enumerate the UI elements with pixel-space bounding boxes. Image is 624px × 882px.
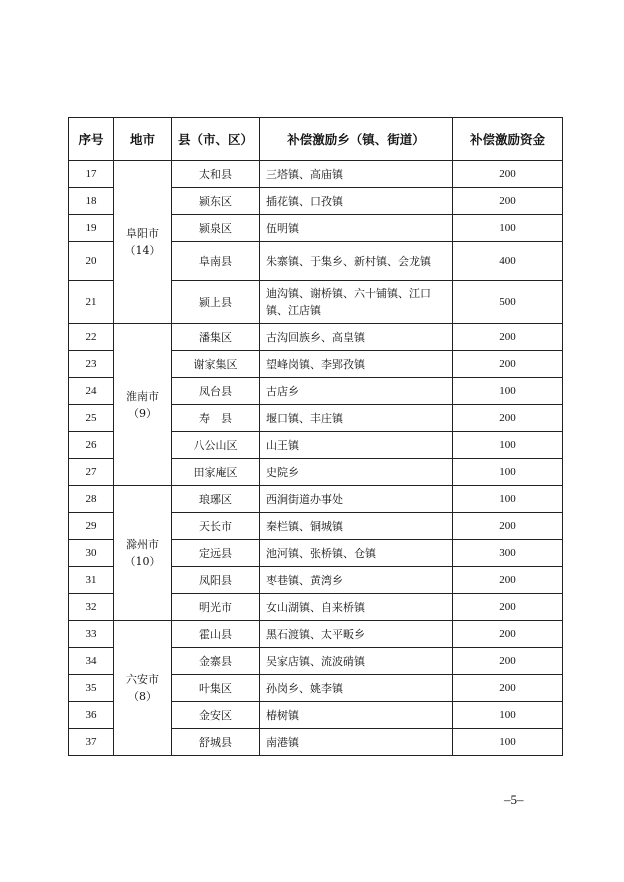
towns-cell: 山王镇 (260, 432, 453, 459)
row-no: 32 (69, 594, 114, 621)
county-cell: 颍泉区 (172, 215, 260, 242)
county-cell: 太和县 (172, 161, 260, 188)
towns-cell: 秦栏镇、铜城镇 (260, 513, 453, 540)
city-count: （9） (128, 406, 157, 420)
row-no: 20 (69, 242, 114, 281)
fund-cell: 400 (453, 242, 563, 281)
county-cell: 明光市 (172, 594, 260, 621)
header-county: 县（市、区） (172, 118, 260, 161)
towns-cell: 插花镇、口孜镇 (260, 188, 453, 215)
fund-cell: 100 (453, 702, 563, 729)
row-no: 36 (69, 702, 114, 729)
fund-cell: 100 (453, 459, 563, 486)
towns-cell: 伍明镇 (260, 215, 453, 242)
county-cell: 寿 县 (172, 405, 260, 432)
row-no: 35 (69, 675, 114, 702)
header-fund: 补偿激励资金 (453, 118, 563, 161)
row-no: 33 (69, 621, 114, 648)
county-cell: 颍上县 (172, 281, 260, 324)
fund-cell: 200 (453, 675, 563, 702)
county-cell: 定远县 (172, 540, 260, 567)
towns-cell: 朱寨镇、于集乡、新村镇、会龙镇 (260, 242, 453, 281)
county-cell: 阜南县 (172, 242, 260, 281)
fund-cell: 200 (453, 621, 563, 648)
header-towns: 补偿激励乡（镇、街道） (260, 118, 453, 161)
row-no: 17 (69, 161, 114, 188)
county-cell: 金安区 (172, 702, 260, 729)
page-number: –5– (504, 792, 524, 807)
city-name: 淮南市 (126, 389, 159, 403)
county-cell: 谢家集区 (172, 351, 260, 378)
fund-cell: 100 (453, 729, 563, 756)
fund-cell: 200 (453, 594, 563, 621)
towns-cell: 椿树镇 (260, 702, 453, 729)
row-no: 28 (69, 486, 114, 513)
city-cell (114, 161, 172, 324)
row-no: 26 (69, 432, 114, 459)
towns-cell: 西涧街道办事处 (260, 486, 453, 513)
row-no: 22 (69, 324, 114, 351)
header-city: 地市 (114, 118, 172, 161)
row-no: 31 (69, 567, 114, 594)
towns-cell: 堰口镇、丰庄镇 (260, 405, 453, 432)
city-name: 六安市 (126, 673, 159, 686)
fund-cell: 100 (453, 215, 563, 242)
fund-cell: 100 (453, 432, 563, 459)
table-row (69, 621, 563, 648)
city-cell (114, 486, 172, 621)
towns-cell: 女山湖镇、自来桥镇 (260, 594, 453, 621)
fund-cell: 200 (453, 513, 563, 540)
fund-cell: 300 (453, 540, 563, 567)
fund-cell: 100 (453, 486, 563, 513)
county-cell: 琅琊区 (172, 486, 260, 513)
fund-cell: 100 (453, 378, 563, 405)
compensation-table (68, 117, 563, 756)
city-name: 滁州市 (126, 538, 159, 551)
towns-cell: 古店乡 (260, 378, 453, 405)
county-cell: 凤台县 (172, 378, 260, 405)
fund-cell: 200 (453, 567, 563, 594)
row-no: 23 (69, 351, 114, 378)
row-no: 19 (69, 215, 114, 242)
row-no: 30 (69, 540, 114, 567)
towns-cell: 史院乡 (260, 459, 453, 486)
towns-cell: 黑石渡镇、太平畈乡 (260, 621, 453, 648)
table-row (69, 324, 563, 351)
county-cell: 凤阳县 (172, 567, 260, 594)
city-count: （14） (124, 244, 161, 257)
table-row (69, 486, 563, 513)
county-cell: 潘集区 (172, 324, 260, 351)
row-no: 37 (69, 729, 114, 756)
towns-cell: 迪沟镇、谢桥镇、六十铺镇、江口镇、江店镇 (260, 281, 453, 324)
city-count: （8） (128, 690, 157, 703)
towns-cell: 南港镇 (260, 729, 453, 756)
county-cell: 天长市 (172, 513, 260, 540)
towns-cell: 望峰岗镇、李郢孜镇 (260, 351, 453, 378)
fund-cell: 200 (453, 161, 563, 188)
city-cell (114, 324, 172, 486)
county-cell: 颍东区 (172, 188, 260, 215)
towns-cell: 池河镇、张桥镇、仓镇 (260, 540, 453, 567)
fund-cell: 200 (453, 405, 563, 432)
table-row (69, 161, 563, 188)
fund-cell: 200 (453, 188, 563, 215)
fund-cell: 500 (453, 281, 563, 324)
row-no: 34 (69, 648, 114, 675)
table-header-row (69, 118, 563, 161)
city-count: （10） (124, 555, 161, 568)
row-no: 29 (69, 513, 114, 540)
towns-cell: 吴家店镇、流波𬒔镇 (260, 648, 453, 675)
row-no: 24 (69, 378, 114, 405)
towns-cell: 三塔镇、高庙镇 (260, 161, 453, 188)
fund-cell: 200 (453, 324, 563, 351)
county-cell: 田家庵区 (172, 459, 260, 486)
county-cell: 舒城县 (172, 729, 260, 756)
city-cell (114, 621, 172, 756)
fund-cell: 200 (453, 351, 563, 378)
county-cell: 八公山区 (172, 432, 260, 459)
row-no: 27 (69, 459, 114, 486)
towns-cell: 枣巷镇、黄湾乡 (260, 567, 453, 594)
towns-cell: 孙岗乡、姚李镇 (260, 675, 453, 702)
header-no: 序号 (69, 118, 114, 161)
city-name: 阜阳市 (126, 227, 159, 240)
row-no: 21 (69, 281, 114, 324)
row-no: 25 (69, 405, 114, 432)
fund-cell: 200 (453, 648, 563, 675)
county-cell: 叶集区 (172, 675, 260, 702)
towns-cell: 古沟回族乡、高皇镇 (260, 324, 453, 351)
county-cell: 金寨县 (172, 648, 260, 675)
row-no: 18 (69, 188, 114, 215)
county-cell: 霍山县 (172, 621, 260, 648)
